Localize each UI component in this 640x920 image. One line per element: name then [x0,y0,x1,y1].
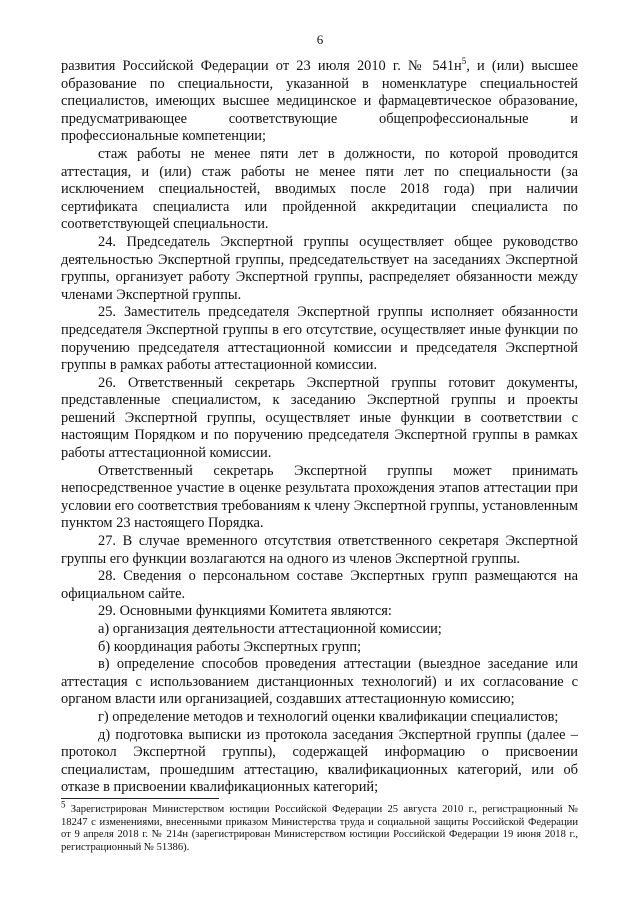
list-item-a: а) организация деятельности аттестационной комиссии; [98,621,442,637]
footnote-text: Зарегистрирован Министерством юстиции Российской Федерации 25 августа 2010 г., регистрационный № 18247 с изменениями, внесенными приказом Министерства труда и социальной защиты Российской Федерации от 9 апреля 2018 г. № 214н (зарегистрирован Министерством юстиции Российской Федерации 19 июня 2018 г., регистрационный № 51386). [61,804,578,853]
paragraph-item-28: 28. Сведения о персональном составе Экспертных групп размещаются на официальном сайте. [61,568,578,602]
footnote-marker: 5 [61,799,66,810]
page-number: 6 [316,32,324,47]
footnote-divider [61,798,219,799]
paragraph: стаж работы не менее пяти лет в должности, по которой проводится аттестация, и (или) стаж работы не менее пяти лет по специальности (за исключением специальностей, вводимых после 2018 года) при наличии сертификата специалиста или пройденной аккредитации специалиста по соответствующей специальности. [61,145,578,233]
footnote [61,799,578,854]
paragraph-item-25: 25. Заместитель председателя Экспертной группы исполняет обязанности председателя Экспертной группы в его отсутствие, осуществляет иные функции по поручению председателя аттестационной комиссии и председателя Экспертной группы в рамках работы аттестационной комиссии. [61,304,578,374]
paragraph-text: , и (или) высшее образование по специальности, указанной в номенклатуре специальностей специалистов, имеющих высшее медицинское и фармацевтическое образование, предусматривающее соответствующие общепрофессиональные и профессиональные компетенции; [61,58,578,145]
list-item-d: д) подготовка выписки из протокола заседания Экспертной группы (далее – протокол Экспертной группы), содержащей информацию о присвоении специалистам, прошедшим аттестацию, квалификационных категорий, или об отказе в присвоении квалификационных категорий; [61,726,578,796]
document-body [61,58,578,797]
footnote-reference: 5 [461,56,467,67]
paragraph-item-24: 24. Председатель Экспертной группы осуществляет общее руководство деятельностью Экспертной группы, председательствует на заседаниях Экспертной группы, организует работу Экспертной группы, распределяет обязанности между членами Экспертной группы. [61,233,578,303]
list-item-b: б) координация работы Экспертных групп; [98,638,362,655]
paragraph-item-27: 27. В случае временного отсутствия ответственного секретаря Экспертной группы его функции возлагаются на одного из членов Экспертной группы. [61,533,578,567]
paragraph-text: развития Российской Федерации от 23 июля 2010 г. № 541н [61,58,462,74]
paragraph-continuation [61,58,578,146]
list-item-v: в) определение способов проведения аттестации (выездное заседание или аттестация с использованием дистанционных технологий) и их согласование с органом власти или организацией, создавших аттестационную комиссию; [61,656,578,708]
paragraph-item-26: 26. Ответственный секретарь Экспертной группы готовит документы, представленные специалистом, к заседанию Экспертной группы и проекты решений Экспертной группы, осуществляет иные функции в соответствии с настоящим Порядком и по поручению председателя Экспертной группы в рамках работы аттестационной комиссии. [61,374,578,462]
paragraph: Ответственный секретарь Экспертной группы может принимать непосредственное участие в оценке результата прохождения этапов аттестации при условии его соответствия требованиям к члену Экспертной группы, установленным пунктом 23 настоящего Порядка. [61,462,578,532]
paragraph-item-29: 29. Основными функциями Комитета являются: [98,603,392,620]
list-item-g: г) определение методов и технологий оценки квалификации специалистов; [98,708,559,725]
